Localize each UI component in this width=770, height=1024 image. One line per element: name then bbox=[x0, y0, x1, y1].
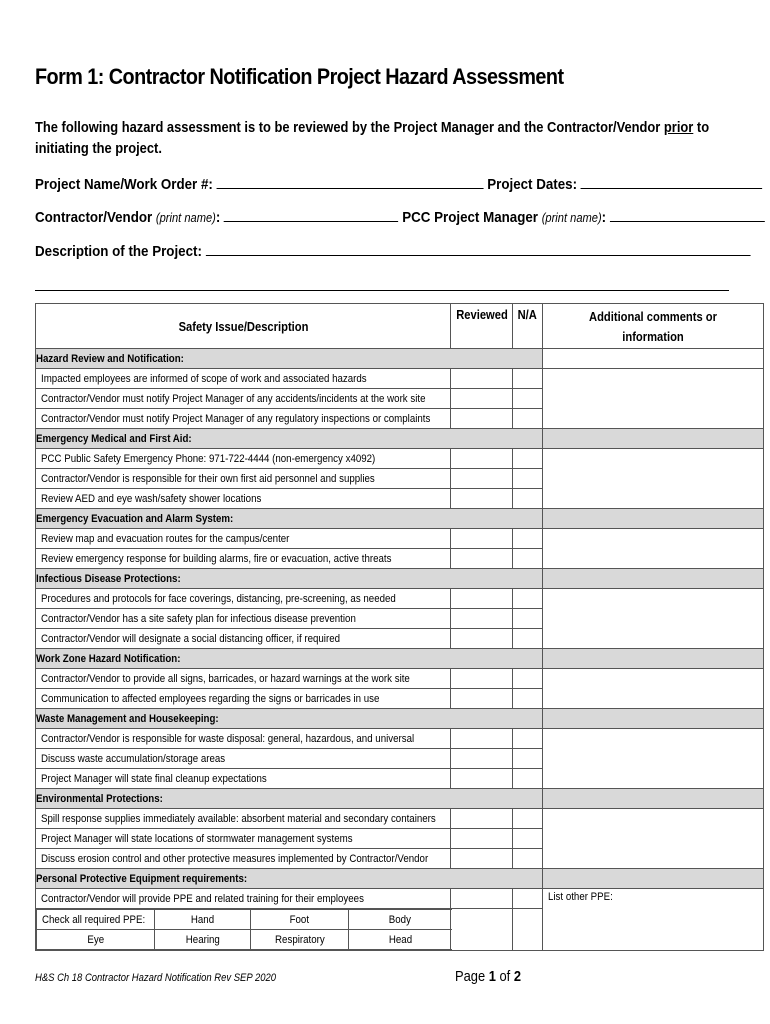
reviewed-checkbox[interactable] bbox=[451, 389, 513, 409]
issue-description: Communication to affected employees regarding the signs or barricades in use bbox=[36, 689, 451, 709]
na-checkbox[interactable] bbox=[513, 529, 543, 549]
issue-description: Impacted employees are informed of scope of work and associated hazards bbox=[36, 369, 451, 389]
manager-label: PCC Project Manager bbox=[402, 209, 538, 226]
manager-field[interactable] bbox=[610, 207, 765, 222]
reviewed-checkbox[interactable] bbox=[451, 409, 513, 429]
manager-hint: (print name) bbox=[541, 211, 602, 225]
contractor-line bbox=[35, 207, 765, 226]
reviewed-checkbox[interactable] bbox=[451, 469, 513, 489]
project-dates-field[interactable] bbox=[581, 174, 763, 189]
comments-cell[interactable] bbox=[543, 529, 764, 569]
na-checkbox[interactable] bbox=[513, 829, 543, 849]
page-num: 1 bbox=[488, 968, 496, 985]
issue-description: Discuss erosion control and other protective measures implemented by Contractor/Vendor bbox=[36, 849, 451, 869]
section-heading-fill bbox=[543, 709, 764, 729]
project-name-field[interactable] bbox=[217, 174, 484, 189]
comments-cell[interactable] bbox=[543, 449, 764, 509]
reviewed-checkbox[interactable] bbox=[451, 729, 513, 749]
issue-description: Procedures and protocols for face coverings, distancing, pre-screening, as needed bbox=[36, 589, 451, 609]
ppe-hand[interactable]: Hand bbox=[155, 910, 251, 930]
header-reviewed: Reviewed bbox=[451, 304, 513, 349]
section-heading-fill bbox=[543, 869, 764, 889]
intro-before: The following hazard assessment is to be reviewed by the Project Manager and the Contractor/Vendor bbox=[35, 120, 664, 136]
contractor-field[interactable] bbox=[224, 207, 398, 222]
issue-description: Discuss waste accumulation/storage areas bbox=[36, 749, 451, 769]
table-row bbox=[36, 729, 764, 749]
na-checkbox[interactable] bbox=[513, 549, 543, 569]
table-row bbox=[36, 589, 764, 609]
reviewed-checkbox[interactable] bbox=[451, 489, 513, 509]
na-checkbox[interactable] bbox=[513, 849, 543, 869]
reviewed-checkbox[interactable] bbox=[451, 669, 513, 689]
reviewed-checkbox[interactable] bbox=[451, 449, 513, 469]
project-name-label: Project Name/Work Order #: bbox=[35, 176, 213, 193]
section-heading-row bbox=[36, 569, 764, 589]
reviewed-checkbox[interactable] bbox=[451, 809, 513, 829]
section-heading: Environmental Protections: bbox=[36, 789, 543, 809]
comments-cell[interactable] bbox=[543, 669, 764, 709]
section-heading-fill bbox=[543, 509, 764, 529]
section-heading-row bbox=[36, 649, 764, 669]
footer-page-number bbox=[455, 968, 521, 985]
na-checkbox[interactable] bbox=[513, 589, 543, 609]
form-title: Form 1: Contractor Notification Project Hazard Assessment bbox=[35, 64, 564, 89]
intro-text bbox=[35, 118, 711, 160]
na-checkbox[interactable] bbox=[513, 689, 543, 709]
issue-description: Project Manager will state final cleanup expectations bbox=[36, 769, 451, 789]
section-heading: Hazard Review and Notification: bbox=[36, 349, 543, 369]
table-row bbox=[36, 449, 764, 469]
section-heading-row bbox=[36, 709, 764, 729]
description-field[interactable] bbox=[206, 241, 751, 256]
na-checkbox[interactable] bbox=[513, 489, 543, 509]
na-checkbox[interactable] bbox=[513, 909, 543, 951]
table-row bbox=[36, 889, 764, 909]
table-row bbox=[36, 669, 764, 689]
reviewed-checkbox[interactable] bbox=[451, 589, 513, 609]
section-heading: Personal Protective Equipment requirements: bbox=[36, 869, 543, 889]
issue-description: Review emergency response for building alarms, fire or evacuation, active threats bbox=[36, 549, 451, 569]
reviewed-checkbox[interactable] bbox=[451, 769, 513, 789]
reviewed-checkbox[interactable] bbox=[451, 629, 513, 649]
ppe-respiratory[interactable]: Respiratory bbox=[251, 930, 349, 950]
na-checkbox[interactable] bbox=[513, 669, 543, 689]
table-row bbox=[36, 369, 764, 389]
section-heading: Emergency Medical and First Aid: bbox=[36, 429, 543, 449]
comments-cell[interactable] bbox=[543, 369, 764, 429]
ppe-eye[interactable]: Eye bbox=[37, 930, 155, 950]
contractor-colon: : bbox=[215, 209, 221, 226]
issue-description: Contractor/Vendor will provide PPE and related training for their employees bbox=[36, 889, 451, 909]
ppe-head[interactable]: Head bbox=[349, 930, 452, 950]
na-checkbox[interactable] bbox=[513, 369, 543, 389]
na-checkbox[interactable] bbox=[513, 749, 543, 769]
issue-description: Contractor/Vendor must notify Project Manager of any accidents/incidents at the work site bbox=[36, 389, 451, 409]
table-row bbox=[36, 529, 764, 549]
section-heading: Infectious Disease Protections: bbox=[36, 569, 543, 589]
issue-description: Spill response supplies immediately available: absorbent material and secondary containers bbox=[36, 809, 451, 829]
section-heading: Work Zone Hazard Notification: bbox=[36, 649, 543, 669]
section-heading: Waste Management and Housekeeping: bbox=[36, 709, 543, 729]
contractor-label: Contractor/Vendor bbox=[35, 209, 153, 226]
na-checkbox[interactable] bbox=[513, 609, 543, 629]
comments-cell[interactable] bbox=[543, 729, 764, 789]
contractor-hint: (print name) bbox=[155, 211, 216, 225]
issue-description: Review AED and eye wash/safety shower locations bbox=[36, 489, 451, 509]
ppe-grid bbox=[36, 909, 452, 950]
section-heading: Emergency Evacuation and Alarm System: bbox=[36, 509, 543, 529]
ppe-hearing[interactable]: Hearing bbox=[155, 930, 251, 950]
reviewed-checkbox[interactable] bbox=[451, 849, 513, 869]
section-heading-fill bbox=[543, 649, 764, 669]
comments-cell[interactable] bbox=[543, 589, 764, 649]
header-comment-gap bbox=[543, 349, 764, 369]
reviewed-checkbox[interactable] bbox=[451, 889, 513, 909]
table-row bbox=[36, 809, 764, 829]
description-label: Description of the Project: bbox=[35, 243, 202, 260]
other-ppe-label: List other PPE: bbox=[548, 891, 613, 903]
na-checkbox[interactable] bbox=[513, 889, 543, 909]
ppe-checklist bbox=[36, 909, 451, 951]
issue-description: Contractor/Vendor to provide all signs, barricades, or hazard warnings at the work site bbox=[36, 669, 451, 689]
issue-description: Contractor/Vendor has a site safety plan for infectious disease prevention bbox=[36, 609, 451, 629]
issue-description: PCC Public Safety Emergency Phone: 971-722-4444 (non-emergency x4092) bbox=[36, 449, 451, 469]
issue-description: Project Manager will state locations of stormwater management systems bbox=[36, 829, 451, 849]
issue-description: Contractor/Vendor must notify Project Manager of any regulatory inspections or complaints bbox=[36, 409, 451, 429]
ppe-foot[interactable]: Foot bbox=[251, 910, 349, 930]
other-ppe-cell[interactable] bbox=[543, 889, 764, 951]
description-field-line-2[interactable] bbox=[35, 290, 729, 291]
page-word: Page bbox=[455, 968, 489, 985]
section-heading-row bbox=[36, 869, 764, 889]
manager-colon: : bbox=[601, 209, 607, 226]
project-dates-label: Project Dates: bbox=[487, 176, 578, 193]
section-heading-fill bbox=[543, 429, 764, 449]
page-total: 2 bbox=[513, 968, 522, 985]
comments-cell[interactable] bbox=[543, 809, 764, 869]
reviewed-checkbox[interactable] bbox=[451, 369, 513, 389]
section-heading-fill bbox=[543, 569, 764, 589]
reviewed-checkbox[interactable] bbox=[451, 549, 513, 569]
na-checkbox[interactable] bbox=[513, 469, 543, 489]
reviewed-checkbox[interactable] bbox=[451, 749, 513, 769]
na-checkbox[interactable] bbox=[513, 809, 543, 829]
header-na: N/A bbox=[513, 304, 543, 349]
description-line bbox=[35, 241, 750, 260]
header-issue: Safety Issue/Description bbox=[36, 304, 451, 349]
section-heading-fill bbox=[543, 789, 764, 809]
na-checkbox[interactable] bbox=[513, 449, 543, 469]
intro-emphasis: prior bbox=[663, 120, 694, 136]
project-line bbox=[35, 174, 762, 193]
hazard-table bbox=[35, 303, 764, 951]
reviewed-checkbox[interactable] bbox=[451, 529, 513, 549]
na-checkbox[interactable] bbox=[513, 409, 543, 429]
issue-description: Contractor/Vendor is responsible for their own first aid personnel and supplies bbox=[36, 469, 451, 489]
of-word: of bbox=[495, 968, 514, 985]
section-heading-row bbox=[36, 789, 764, 809]
header-comments: Additional comments or information bbox=[543, 304, 764, 349]
na-checkbox[interactable] bbox=[513, 629, 543, 649]
footer-revision: H&S Ch 18 Contractor Hazard Notification Rev SEP 2020 bbox=[35, 972, 277, 984]
ppe-body[interactable]: Body bbox=[349, 910, 452, 930]
section-heading-row bbox=[36, 509, 764, 529]
reviewed-checkbox[interactable] bbox=[451, 829, 513, 849]
na-checkbox[interactable] bbox=[513, 389, 543, 409]
section-heading-row bbox=[36, 429, 764, 449]
issue-description: Contractor/Vendor is responsible for waste disposal: general, hazardous, and universal bbox=[36, 729, 451, 749]
intro-after: to initiating the project. bbox=[35, 120, 710, 157]
reviewed-checkbox[interactable] bbox=[451, 689, 513, 709]
issue-description: Contractor/Vendor will designate a social distancing officer, if required bbox=[36, 629, 451, 649]
issue-description: Review map and evacuation routes for the campus/center bbox=[36, 529, 451, 549]
ppe-check-label: Check all required PPE: bbox=[37, 910, 155, 930]
reviewed-checkbox[interactable] bbox=[451, 609, 513, 629]
na-checkbox[interactable] bbox=[513, 769, 543, 789]
na-checkbox[interactable] bbox=[513, 729, 543, 749]
reviewed-checkbox[interactable] bbox=[451, 909, 513, 951]
section-heading-row bbox=[36, 349, 764, 369]
